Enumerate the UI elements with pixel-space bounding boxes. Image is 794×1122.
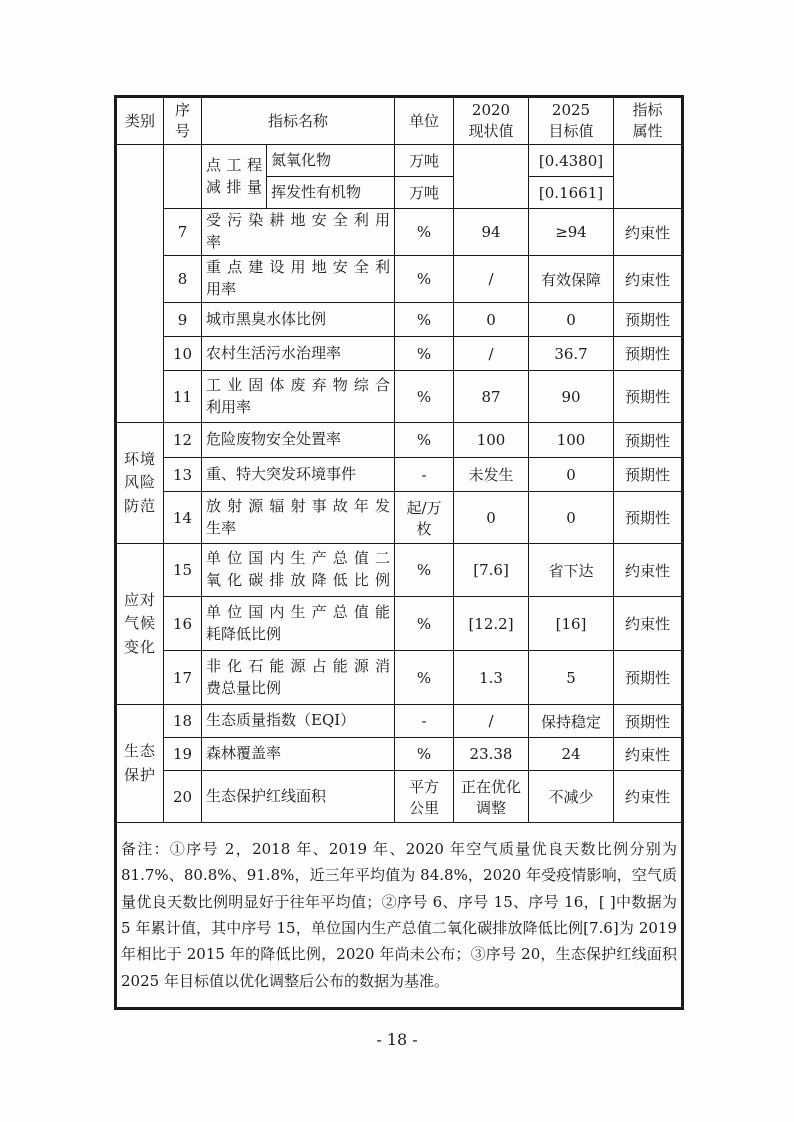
cell-name — [202, 256, 395, 303]
cell-category-ecology — [116, 705, 164, 823]
cell-name — [202, 458, 395, 492]
cell-index: 10 — [164, 337, 202, 371]
cell-2020-value: / — [454, 705, 529, 738]
cell-unit: % — [395, 337, 454, 371]
cell-2020-value-empty — [454, 145, 529, 209]
name-line1: 森林覆盖率 — [206, 744, 282, 763]
table-row-12 — [116, 423, 683, 458]
name-line2: 率 — [206, 233, 222, 251]
cell-attribute: 预期性 — [614, 492, 683, 544]
name-line2: 氧化碳排放降低比例 — [206, 571, 391, 589]
cell-2020-value: [7.6] — [454, 544, 529, 597]
name-line1: 危险废物安全处置率 — [206, 430, 342, 449]
cell-2020-value — [454, 771, 529, 823]
cell-attribute: 预期性 — [614, 458, 683, 492]
table-row-remarks — [116, 823, 683, 1009]
cell-index: 15 — [164, 544, 202, 597]
header-index: 序号 — [164, 97, 202, 145]
cell-2020-value: 0 — [454, 492, 529, 544]
name-line1: 受污染耕地安全利用 — [206, 211, 391, 230]
cell-name — [202, 492, 395, 544]
category-line1: 应对 — [123, 591, 156, 610]
name-line1: 单位国内生产总值能 — [206, 602, 391, 621]
table-row-11 — [116, 371, 683, 423]
header-2025-line1: 2025 — [551, 101, 591, 119]
cell-sublabel-reduction — [202, 145, 267, 209]
cell-attribute: 预期性 — [614, 423, 683, 458]
cell-2025-target: 100 — [529, 423, 614, 458]
cell-name — [202, 705, 395, 738]
name-line2: 利用率 — [206, 397, 252, 416]
cell-2025-target: 36.7 — [529, 337, 614, 371]
cell-index: 18 — [164, 705, 202, 738]
cell-name — [202, 771, 395, 823]
cell-2020-value: 100 — [454, 423, 529, 458]
cell-name: 挥发性有机物 — [267, 177, 395, 209]
cell-unit: % — [395, 209, 454, 256]
unit-line2: 枚 — [416, 519, 432, 538]
value-line1: 正在优化 — [461, 777, 522, 796]
table-row-9 — [116, 303, 683, 337]
cell-attribute: 预期性 — [614, 371, 683, 423]
category-line2: 风险 — [123, 473, 156, 492]
table-row-carryover-1 — [116, 145, 683, 177]
cell-index-empty — [164, 145, 202, 209]
cell-index: 11 — [164, 371, 202, 423]
header-2025-line2: 目标值 — [548, 122, 594, 140]
header-name: 指标名称 — [202, 97, 395, 145]
cell-unit: % — [395, 544, 454, 597]
cell-name — [202, 371, 395, 423]
category-line3: 防范 — [123, 496, 156, 515]
cell-attribute: 预期性 — [614, 337, 683, 371]
name-line2: 耗降低比例 — [206, 624, 282, 643]
cell-index: 19 — [164, 738, 202, 771]
cell-index: 9 — [164, 303, 202, 337]
cell-category-env-risk — [116, 423, 164, 544]
cell-2025-target: [16] — [529, 597, 614, 651]
cell-2025-target: 0 — [529, 458, 614, 492]
table-row-10 — [116, 337, 683, 371]
cell-attribute: 约束性 — [614, 256, 683, 303]
cell-2025-target: [0.1661] — [529, 177, 614, 209]
cell-2020-value: [12.2] — [454, 597, 529, 651]
cell-2025-target: [0.4380] — [529, 145, 614, 177]
name-line1: 放射源辐射事故年发 — [206, 496, 391, 515]
cell-unit: % — [395, 371, 454, 423]
cell-2025-target: 不减少 — [529, 771, 614, 823]
cell-category-climate — [116, 544, 164, 705]
cell-2020-value: / — [454, 337, 529, 371]
indicators-table — [114, 95, 684, 1010]
table-row-8 — [116, 256, 683, 303]
table-row-13 — [116, 458, 683, 492]
name-line1: 生态保护红线面积 — [206, 786, 327, 805]
name-line1: 城市黑臭水体比例 — [206, 309, 327, 328]
cell-unit: - — [395, 705, 454, 738]
cell-attribute: 预期性 — [614, 705, 683, 738]
table-row-7 — [116, 209, 683, 256]
cell-2020-value: 94 — [454, 209, 529, 256]
cell-index: 17 — [164, 651, 202, 705]
cell-unit: % — [395, 651, 454, 705]
cell-name — [202, 651, 395, 705]
category-line3: 变化 — [123, 637, 156, 656]
unit-line1: 平方 — [409, 777, 440, 796]
cell-name — [202, 303, 395, 337]
name-line1: 重、特大突发环境事件 — [206, 464, 357, 483]
cell-name — [202, 337, 395, 371]
table-row-19 — [116, 738, 683, 771]
cell-unit — [395, 492, 454, 544]
table-row-20 — [116, 771, 683, 823]
category-line1: 环境 — [123, 450, 156, 469]
cell-unit: 万吨 — [395, 145, 454, 177]
cell-index: 12 — [164, 423, 202, 458]
cell-index: 7 — [164, 209, 202, 256]
cell-unit: 万吨 — [395, 177, 454, 209]
page-number: - 18 - — [376, 1030, 418, 1049]
cell-attribute: 约束性 — [614, 544, 683, 597]
cell-2020-value: 1.3 — [454, 651, 529, 705]
cell-unit: % — [395, 256, 454, 303]
table-row-14 — [116, 492, 683, 544]
cell-attribute: 约束性 — [614, 597, 683, 651]
table-row-15 — [116, 544, 683, 597]
cell-unit: % — [395, 423, 454, 458]
name-line1: 非化石能源占能源消 — [206, 656, 391, 675]
unit-line2: 公里 — [409, 798, 440, 817]
cell-unit: - — [395, 458, 454, 492]
name-line1: 农村生活污水治理率 — [206, 343, 342, 362]
table-row-16 — [116, 597, 683, 651]
header-2020-line2: 现状值 — [468, 122, 514, 140]
name-line2: 费总量比例 — [206, 678, 282, 697]
header-attribute — [614, 97, 683, 145]
header-2025-target — [529, 97, 614, 145]
unit-line1: 起/万 — [406, 498, 442, 517]
header-attr-line2: 属性 — [632, 122, 663, 140]
cell-name — [202, 597, 395, 651]
value-line2: 调整 — [476, 798, 507, 817]
cell-2025-target: 有效保障 — [529, 256, 614, 303]
cell-name — [202, 209, 395, 256]
name-line1: 工业固体废弃物综合 — [206, 375, 391, 394]
cell-name — [202, 544, 395, 597]
cell-name — [202, 738, 395, 771]
cell-2020-value: / — [454, 256, 529, 303]
name-line1: 单位国内生产总值二 — [206, 549, 391, 568]
cell-2020-value: 87 — [454, 371, 529, 423]
cell-category-empty — [116, 145, 164, 423]
cell-index: 14 — [164, 492, 202, 544]
cell-2020-value: 未发生 — [454, 458, 529, 492]
cell-attribute: 约束性 — [614, 209, 683, 256]
cell-attribute: 预期性 — [614, 651, 683, 705]
header-2020-line1: 2020 — [471, 101, 511, 119]
cell-2025-target: 保持稳定 — [529, 705, 614, 738]
cell-attribute-empty — [614, 145, 683, 209]
cell-2025-target: 5 — [529, 651, 614, 705]
header-unit: 单位 — [395, 97, 454, 145]
category-line2: 气候 — [123, 614, 156, 633]
table-row-18 — [116, 705, 683, 738]
cell-unit — [395, 771, 454, 823]
name-line1: 重点建设用地安全利 — [206, 258, 391, 277]
cell-2020-value: 23.38 — [454, 738, 529, 771]
cell-attribute: 约束性 — [614, 738, 683, 771]
cell-index: 13 — [164, 458, 202, 492]
header-category: 类别 — [116, 97, 164, 145]
cell-2025-target: 24 — [529, 738, 614, 771]
cell-index: 20 — [164, 771, 202, 823]
cell-2025-target: 0 — [529, 492, 614, 544]
name-line2: 用率 — [206, 280, 237, 298]
sublabel-line1: 点工程 — [206, 155, 262, 174]
table-header-row — [116, 97, 683, 145]
cell-unit: % — [395, 738, 454, 771]
name-line1: 生态质量指数（EQI） — [206, 711, 356, 730]
cell-index: 8 — [164, 256, 202, 303]
cell-unit: % — [395, 597, 454, 651]
category-line2: 保护 — [123, 765, 156, 784]
header-attr-line1: 指标 — [632, 101, 663, 119]
name-line2: 生率 — [206, 518, 237, 537]
cell-attribute: 预期性 — [614, 303, 683, 337]
cell-name — [202, 423, 395, 458]
cell-2025-target: ≥94 — [529, 209, 614, 256]
cell-unit: % — [395, 303, 454, 337]
cell-2025-target: 省下达 — [529, 544, 614, 597]
table-row-17 — [116, 651, 683, 705]
cell-2020-value: 0 — [454, 303, 529, 337]
sublabel-line2: 减排量 — [206, 177, 262, 196]
category-line1: 生态 — [123, 742, 156, 761]
remarks-note: 备注：①序号 2，2018 年、2019 年、2020 年空气质量优良天数比例分别为 81.7%、80.8%、91.8%，近三年平均值为 84.8%，2020 年受疫情影响，空气质量优良天数比例明显好于往年平均值；②序号 6、序号 15、序号 16，[ ]中数据为 5 年累计值，其中序号 15，单位国内生产总值二氧化碳排放降低比例[7.6]为 2019 年相比于 2015 年的降低比例，2020 年尚未公布；③序号 20，生态保护红线面积 2025 年目标值以优化调整后公布的数据为基准。 — [116, 823, 683, 1009]
cell-2025-target: 0 — [529, 303, 614, 337]
cell-name: 氮氧化物 — [267, 145, 395, 177]
cell-attribute: 约束性 — [614, 771, 683, 823]
cell-index: 16 — [164, 597, 202, 651]
header-2020-current — [454, 97, 529, 145]
cell-2025-target: 90 — [529, 371, 614, 423]
